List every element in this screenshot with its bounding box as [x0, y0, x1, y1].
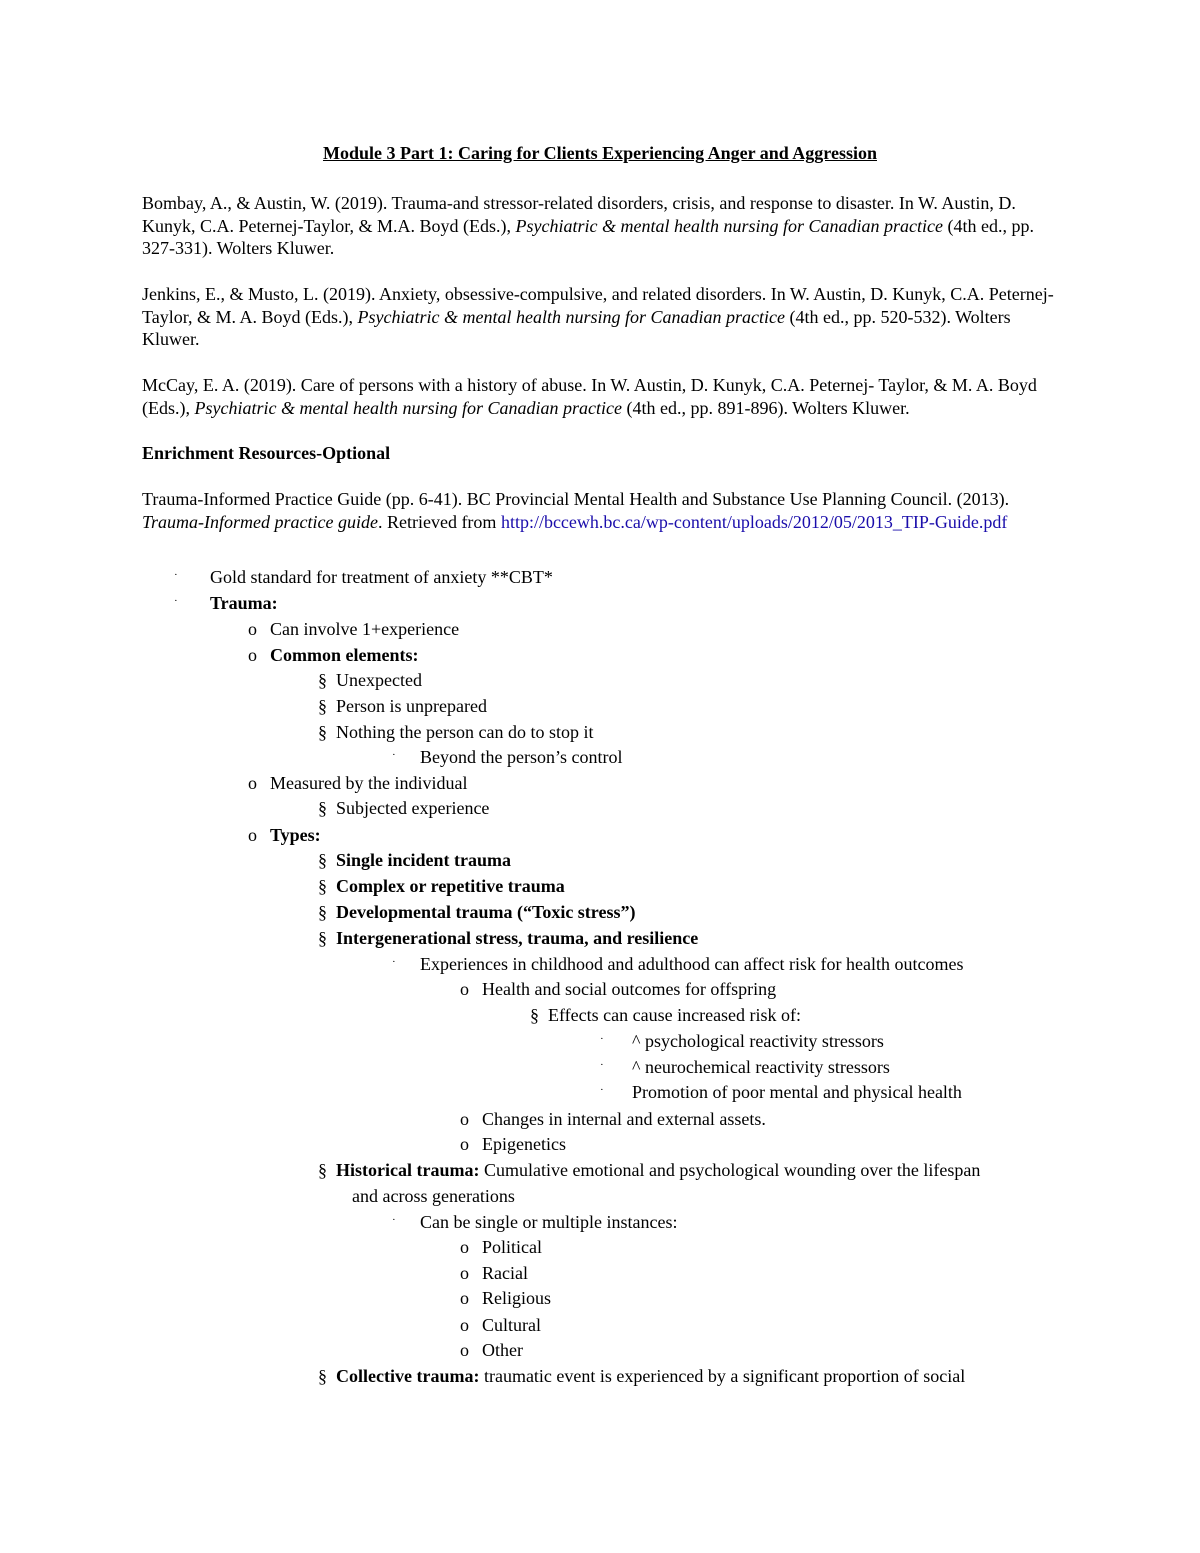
list-bullet-marker: o [460, 1134, 469, 1154]
list-item-text [210, 591, 278, 615]
list-item-text [270, 823, 321, 847]
list-item-text [336, 900, 635, 924]
list-bullet-marker: o [460, 1263, 469, 1283]
page-title: Module 3 Part 1: Caring for Clients Experiencing Anger and Aggression [322, 143, 877, 163]
reference-book-title: Psychiatric & mental health nursing for Canadian practice [194, 397, 622, 418]
list-item-text [632, 1080, 962, 1104]
list-bullet-marker: o [460, 1315, 469, 1335]
reference-text: Bombay, A., & Austin, W. (2019). Trauma-and stressor-related disorders, crisis, and response to disaster. In W. Austin, D. Kunyk, C.A. Peternej-Taylor, & M.A. Boyd (Eds.), [142, 193, 1016, 236]
list-item-body: Subjected experience [336, 798, 490, 818]
list-bullet-marker: · [600, 1033, 604, 1045]
list-item-body: Health and social outcomes for offspring [482, 979, 777, 999]
list-bullet-marker: o [460, 979, 469, 999]
list-bullet-marker: · [174, 569, 178, 581]
list-item-body: Racial [482, 1263, 528, 1283]
list-item-body: Political [482, 1237, 542, 1257]
list-item-text [632, 1055, 890, 1079]
list-bullet-marker: o [248, 645, 257, 665]
list-item-text [336, 874, 565, 898]
list-item-text [270, 771, 467, 795]
list-item-text [420, 952, 964, 976]
list-bullet-marker: § [530, 1005, 539, 1025]
list-bullet-marker: · [174, 595, 178, 607]
list-item-body: Can be single or multiple instances: [420, 1212, 678, 1232]
list-item-text [482, 1132, 566, 1156]
list-item-text [548, 1003, 801, 1027]
list-item-body: Person is unprepared [336, 696, 487, 716]
list-item-body: and across generations [352, 1186, 515, 1206]
list-item-text [336, 720, 593, 744]
list-item-text [336, 1364, 965, 1388]
list-item-bold-label: Intergenerational stress, trauma, and resilience [336, 928, 699, 948]
list-item-bold-label: Collective trauma: [336, 1366, 480, 1386]
list-bullet-marker: o [460, 1237, 469, 1257]
list-bullet-marker: o [248, 825, 257, 845]
list-item-text [632, 1029, 884, 1053]
list-item-text [482, 1286, 551, 1310]
list-item-text [482, 1261, 528, 1285]
list-item-body: Epigenetics [482, 1134, 566, 1154]
list-item-bold-label: Developmental trauma (“Toxic stress”) [336, 902, 636, 922]
list-item-text [482, 977, 776, 1001]
list-item-bold-label: Single incident trauma [336, 850, 512, 870]
list-item-body: traumatic event is experienced by a significant proportion of social [479, 1366, 966, 1386]
list-item-bold-label: Complex or repetitive trauma [336, 876, 565, 896]
list-item-body: Cultural [482, 1315, 541, 1335]
list-item-body: Can involve 1+experience [270, 619, 460, 639]
list-item-body: Measured by the individual [270, 773, 468, 793]
reference-text: (4th ed., pp. 327-331). Wolters Kluwer. [142, 215, 1034, 258]
list-bullet-marker: § [318, 1366, 327, 1386]
list-item-text [420, 745, 622, 769]
list-bullet-marker: o [460, 1340, 469, 1360]
list-bullet-marker: § [318, 696, 327, 716]
list-bullet-marker: § [318, 850, 327, 870]
list-item-body: Unexpected [336, 670, 422, 690]
reference-book-title: Psychiatric & mental health nursing for Canadian practice [357, 306, 785, 327]
list-bullet-marker: · [600, 1059, 604, 1071]
list-bullet-marker: · [392, 956, 396, 968]
list-bullet-marker: o [248, 619, 257, 639]
reference-text: (4th ed., pp. 520-532). Wolters Kluwer. [142, 306, 1011, 349]
list-bullet-marker: · [392, 1214, 396, 1226]
list-bullet-marker: o [248, 773, 257, 793]
list-item-text [336, 926, 698, 950]
list-bullet-marker: § [318, 1160, 327, 1180]
reference-2 [142, 283, 1067, 351]
enrichment-heading: Enrichment Resources-Optional [142, 443, 391, 463]
reference-book-title: Psychiatric & mental health nursing for Canadian practice [515, 215, 943, 236]
reference-text: McCay, E. A. (2019). Care of persons with a history of abuse. In W. Austin, D. Kunyk, C.A. Peternej- Taylor, & M. A. Boyd (Eds.), [142, 375, 1037, 418]
list-item-text [352, 1184, 515, 1208]
list-bullet-marker: o [460, 1288, 469, 1308]
list-bullet-marker: · [392, 749, 396, 761]
reference-text: Trauma-Informed Practice Guide (pp. 6-41). BC Provincial Mental Health and Substance Use Planning Council. (2013). [142, 489, 1010, 509]
list-item-bold-label: Types: [270, 825, 321, 845]
list-item-body: Nothing the person can do to stop it [336, 722, 594, 742]
list-item-text [336, 668, 422, 692]
list-item-bold-label: Trauma: [210, 593, 278, 613]
reference-3 [142, 374, 1067, 419]
guide-link[interactable]: http://bccewh.bc.ca/wp-content/uploads/2012/05/2013_TIP-Guide.pdf [500, 511, 1008, 532]
list-bullet-marker: o [460, 1109, 469, 1129]
list-item-text [336, 1158, 980, 1182]
list-item-text [482, 1338, 523, 1362]
list-item-body: Gold standard for treatment of anxiety **CBT* [210, 567, 553, 587]
list-item-bold-label: Historical trauma: [336, 1160, 480, 1180]
list-item-body: Other [482, 1340, 523, 1360]
list-item-text [270, 617, 459, 641]
list-item-text [420, 1210, 677, 1234]
list-item-text [270, 643, 418, 667]
list-bullet-marker: § [318, 798, 327, 818]
list-item-text [482, 1313, 541, 1337]
reference-text: (4th ed., pp. 891-896). Wolters Kluwer. [621, 397, 910, 418]
list-item-body: Beyond the person’s control [420, 747, 623, 767]
list-bullet-marker: § [318, 670, 327, 690]
list-item-body: Promotion of poor mental and physical health [632, 1082, 962, 1102]
list-bullet-marker: § [318, 722, 327, 742]
list-item-body: Effects can cause increased risk of: [548, 1005, 802, 1025]
list-item-text [210, 565, 553, 589]
enrichment-reference [142, 488, 1067, 533]
list-item-body: ^ neurochemical reactivity stressors [632, 1057, 890, 1077]
list-item-body: Religious [482, 1288, 552, 1308]
list-item-body: ^ psychological reactivity stressors [632, 1031, 884, 1051]
list-bullet-marker: § [318, 928, 327, 948]
list-item-body: Cumulative emotional and psychological wounding over the lifespan [479, 1160, 981, 1180]
list-item-text [482, 1235, 542, 1259]
list-item-text [336, 796, 489, 820]
reference-guide-title: Trauma-Informed practice guide [142, 511, 378, 532]
reference-1 [142, 192, 1067, 260]
list-bullet-marker: · [600, 1084, 604, 1096]
reference-text: Jenkins, E., & Musto, L. (2019). Anxiety, obsessive-compulsive, and related disorders. In W. Austin, D. Kunyk, C.A. Peternej-Taylor, & M. A. Boyd (Eds.), [142, 284, 1054, 327]
list-item-body: Changes in internal and external assets. [482, 1109, 766, 1129]
list-bullet-marker: § [318, 902, 327, 922]
list-bullet-marker: § [318, 876, 327, 896]
list-item-text [482, 1107, 766, 1131]
list-item-text [336, 848, 511, 872]
list-item-text [336, 694, 487, 718]
list-item-bold-label: Common elements: [270, 645, 419, 665]
list-item-body: Experiences in childhood and adulthood can affect risk for health outcomes [420, 954, 964, 974]
reference-text: . Retrieved from [377, 511, 501, 532]
